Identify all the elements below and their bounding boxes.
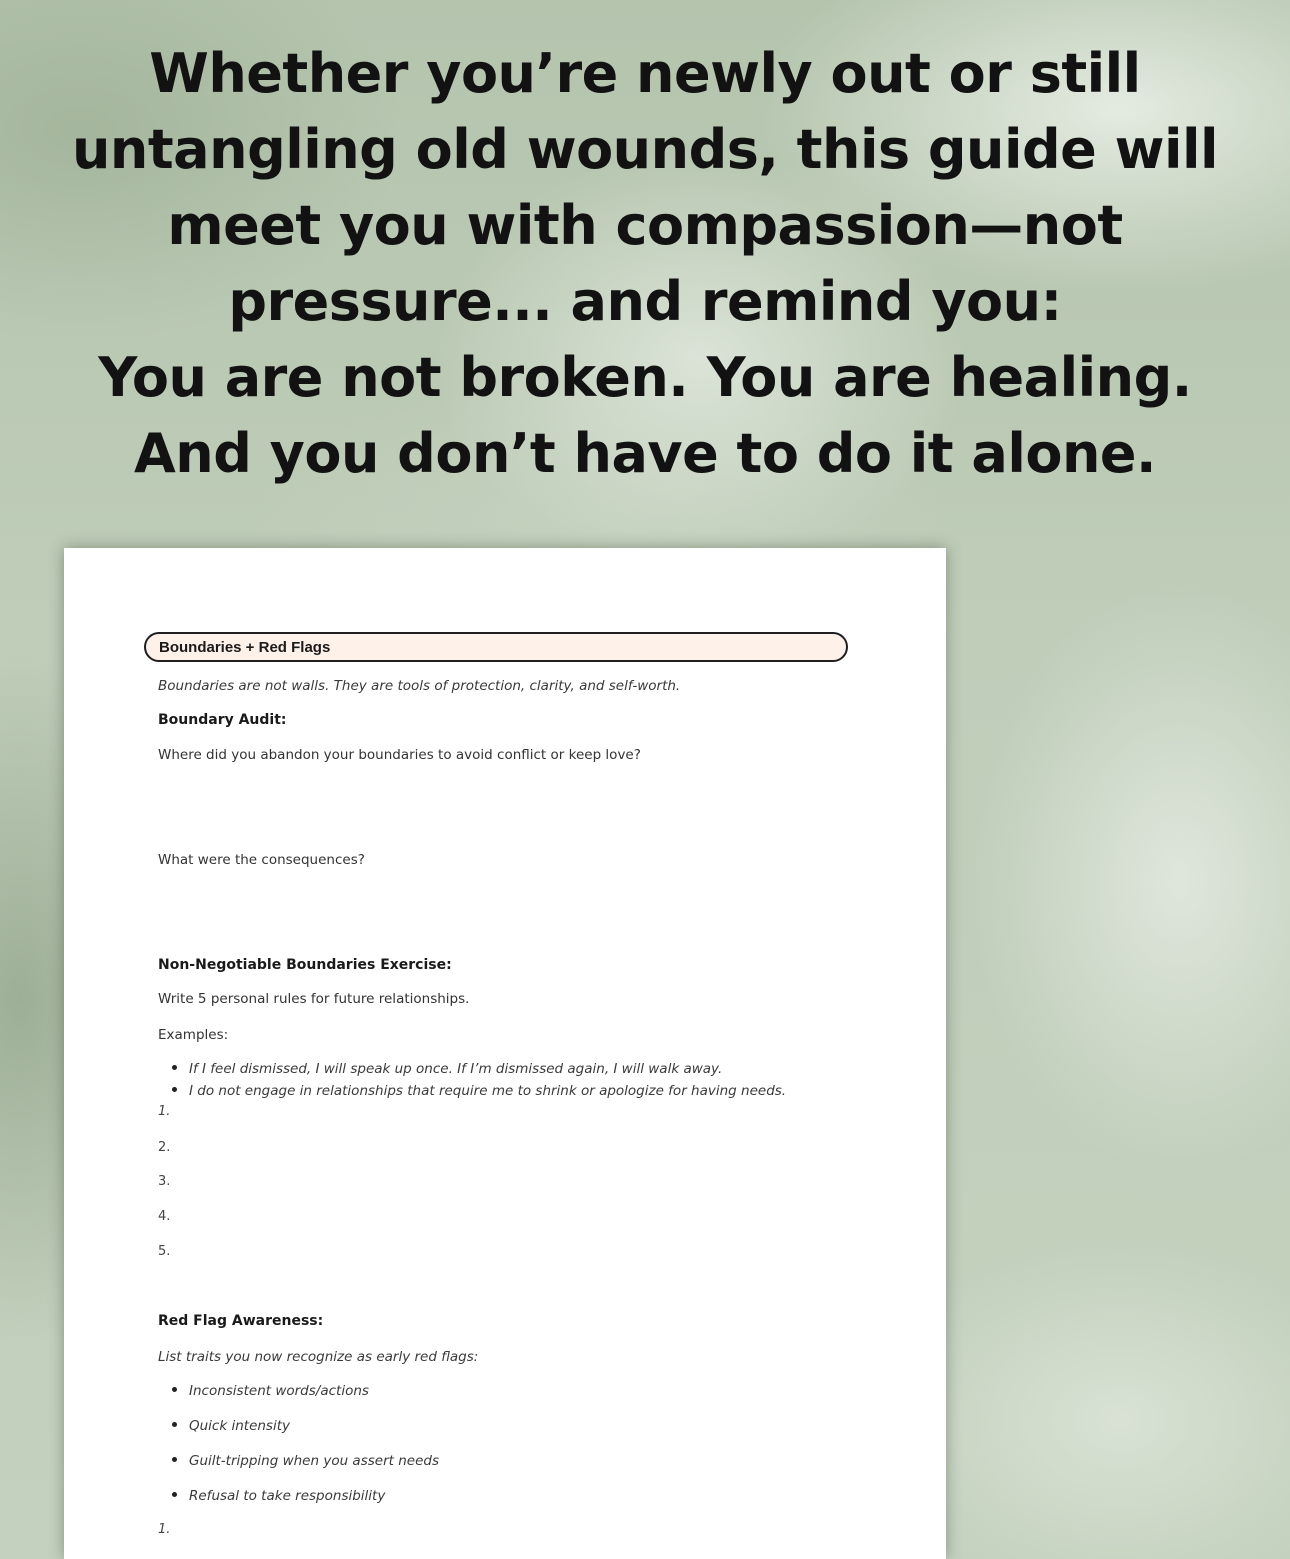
headline-line-6: And you don’t have to do it alone.	[133, 422, 1157, 485]
example-text: I do not engage in relationships that require me to shrink or apologize for having needs.	[189, 1083, 787, 1099]
red-flag-instruction: List traits you now recognize as early red flags:	[158, 1349, 479, 1365]
headline-line-4: pressure... and remind you:	[228, 270, 1062, 333]
intro-text: Boundaries are not walls. They are tools of protection, clarity, and self-worth.	[158, 678, 681, 694]
red-flag-text: Quick intensity	[189, 1418, 290, 1434]
audit-question-2: What were the consequences?	[158, 852, 365, 868]
example-item	[172, 1083, 786, 1099]
rule-number-3: 3.	[158, 1174, 171, 1189]
boundary-audit-heading: Boundary Audit:	[158, 712, 287, 728]
headline-line-1: Whether you’re newly out or still	[149, 42, 1141, 105]
red-flag-item	[172, 1488, 385, 1504]
red-flag-item	[172, 1418, 290, 1434]
rule-number-1: 1.	[158, 1104, 171, 1119]
worksheet-page	[64, 548, 946, 1559]
section-title: Boundaries + Red Flags	[159, 639, 331, 656]
bullet-icon	[172, 1422, 177, 1427]
bullet-icon	[172, 1457, 177, 1462]
red-flag-number-1: 1.	[158, 1522, 171, 1537]
section-title-pill	[144, 632, 848, 662]
bullet-icon	[172, 1065, 177, 1070]
headline-line-2: untangling old wounds, this guide will	[71, 118, 1218, 181]
headline-line-5: You are not broken. You are healing.	[98, 346, 1192, 409]
red-flag-text: Guilt-tripping when you assert needs	[189, 1453, 439, 1469]
bullet-icon	[172, 1087, 177, 1092]
rule-number-5: 5.	[158, 1244, 171, 1259]
audit-question-1: Where did you abandon your boundaries to avoid conflict or keep love?	[158, 747, 641, 763]
rule-number-4: 4.	[158, 1209, 171, 1224]
red-flag-item	[172, 1383, 369, 1399]
bullet-icon	[172, 1387, 177, 1392]
non-negotiable-heading: Non-Negotiable Boundaries Exercise:	[158, 957, 452, 973]
example-item	[172, 1061, 722, 1077]
bullet-icon	[172, 1492, 177, 1497]
examples-label: Examples:	[158, 1027, 229, 1043]
example-text: If I feel dismissed, I will speak up once. If I’m dismissed again, I will walk away.	[189, 1061, 723, 1077]
red-flag-item	[172, 1453, 439, 1469]
red-flag-text: Refusal to take responsibility	[189, 1488, 386, 1504]
red-flag-text: Inconsistent words/actions	[189, 1383, 369, 1399]
headline-line-3: meet you with compassion—not	[167, 194, 1123, 257]
non-negotiable-instruction: Write 5 personal rules for future relationships.	[158, 991, 470, 1007]
rule-number-2: 2.	[158, 1140, 171, 1155]
red-flag-heading: Red Flag Awareness:	[158, 1313, 324, 1329]
headline	[0, 36, 1290, 492]
